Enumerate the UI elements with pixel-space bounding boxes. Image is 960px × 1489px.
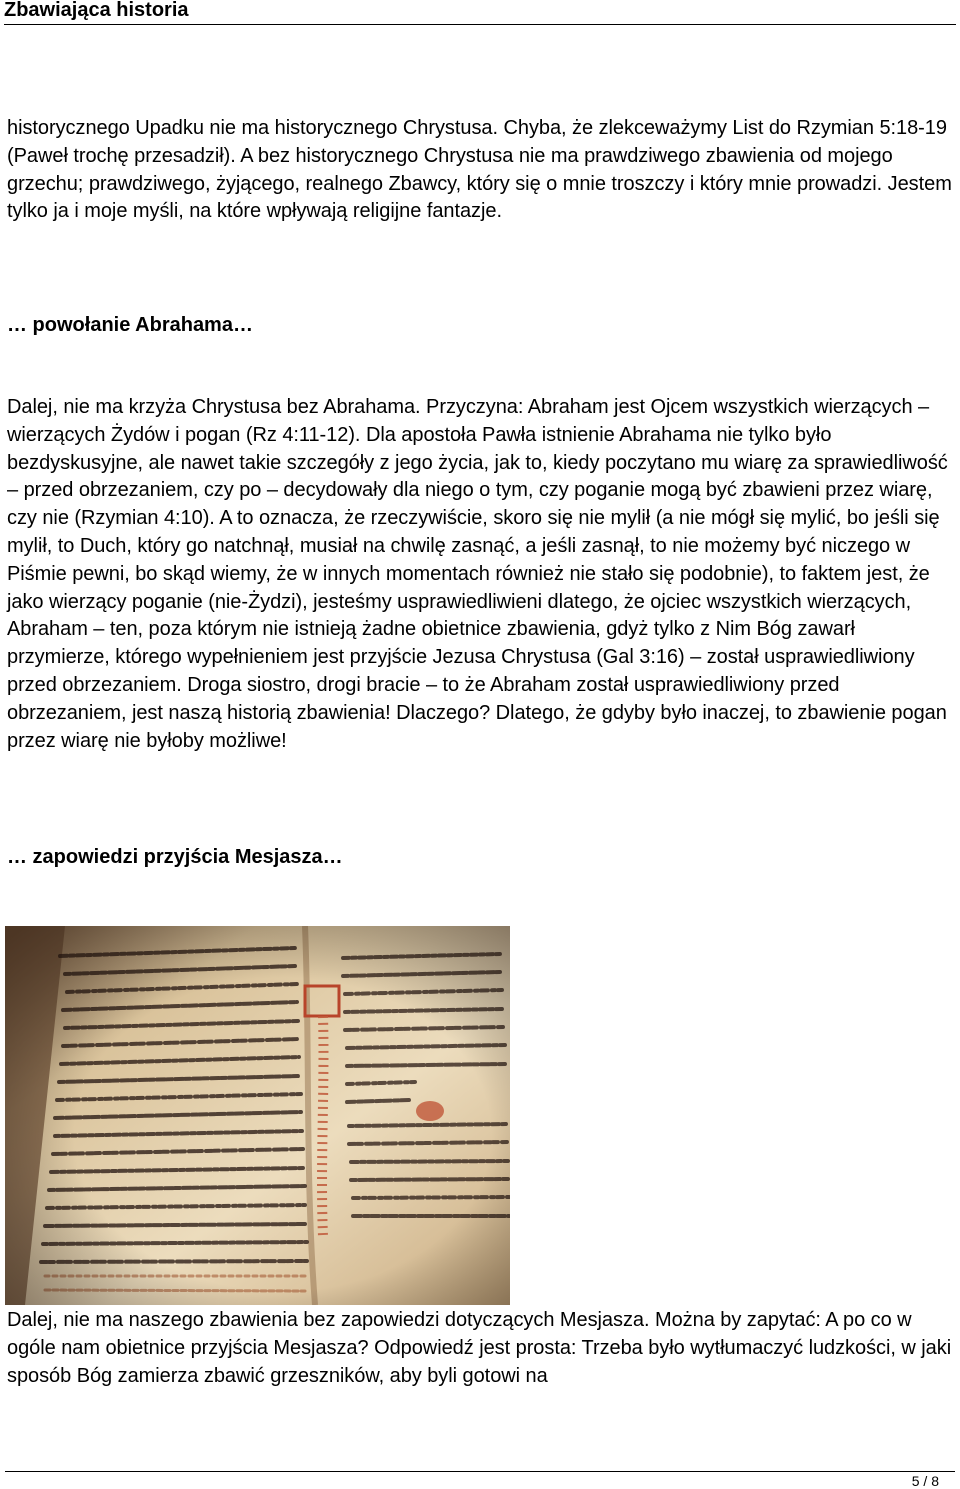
page-number: 5 / 8 <box>911 1473 939 1489</box>
section-heading-abraham: … powołanie Abrahama… <box>7 314 253 336</box>
hebrew-manuscript-photo <box>5 926 510 1305</box>
paragraph-historical-christ: historycznego Upadku nie ma historycznego Chrystusa. Chyba, że zlekceważymy List do Rzymian 5:18-19 (Paweł trochę przesadził). A bez historycznego Chrystusa nie ma prawdziwego zbawienia od mojego grzechu; prawdziwego, żyjącego, realnego Zbawcy, który się o mnie troszczy i który mnie prowadzi. Jestem tylko ja i moje myśli, na które wpływają religijne fantazje. <box>7 117 952 223</box>
document-title: Zbawiająca historia <box>4 0 189 21</box>
hebrew-manuscript-illustration <box>5 926 510 1305</box>
paragraph-messiah: Dalej, nie ma naszego zbawienia bez zapowiedzi dotyczących Mesjasza. Można by zapytać: A po co w ogóle nam obietnice przyjścia Mesjasza? Odpowiedź jest prosta: Trzeba było wytłumaczyć ludzkości, w jaki sposób Bóg zamierza zbawić grzeszników, aby byli gotowi na <box>7 1309 952 1387</box>
paragraph-abraham: Dalej, nie ma krzyża Chrystusa bez Abrahama. Przyczyna: Abraham jest Ojcem wszystkich wierzących – wierzących Żydów i pogan (Rz 4:11-12). Dla apostoła Pawła istnienie Abrahama nie tylko było bezdyskusyjne, ale nawet takie szczegóły z jego życia, jak to, kiedy poczytano mu wiarę za sprawiedliwość – przed obrzezaniem, czy po – decydowały dla niego o tym, czy poganie mogą być zbawieni przez wiarę, czy nie (Rzymian 4:10). A to oznacza, że rzeczywiście, skoro się nie mylił (a nie mógł się mylić, bo jeśli się mylił, to Duch, który go natchnął, musiał na chwilę zasnąć, a jeśli zasnął, to nie możemy być niczego w Piśmie pewni, bo skąd wiemy, że w innych momentach również nie stało się podobnie), to faktem jest, że jako wierzący poganie (nie-Żydzi), jesteśmy usprawiedliwieni dlatego, że ojciec wszystkich wierzących, Abraham – ten, poza którym nie istnieją żadne obietnice zbawienia, gdyż tylko z Nim Bóg zawarł przymierze, którego wypełnieniem jest przyjście Jezusa Chrystusa (Gal 3:16) – został usprawiedliwiony przed obrzezaniem. Droga siostro, drogi bracie – to że Abraham został usprawiedliwiony przed obrzezaniem, jest naszą historią zbawienia! Dlaczego? Dlatego, że gdyby było inaczej, to zbawienie pogan przez wiarę nie byłoby możliwe! <box>7 396 948 752</box>
page-header <box>4 0 956 25</box>
section-heading-messiah: … zapowiedzi przyjścia Mesjasza… <box>7 846 343 868</box>
page-footer <box>5 1471 955 1489</box>
